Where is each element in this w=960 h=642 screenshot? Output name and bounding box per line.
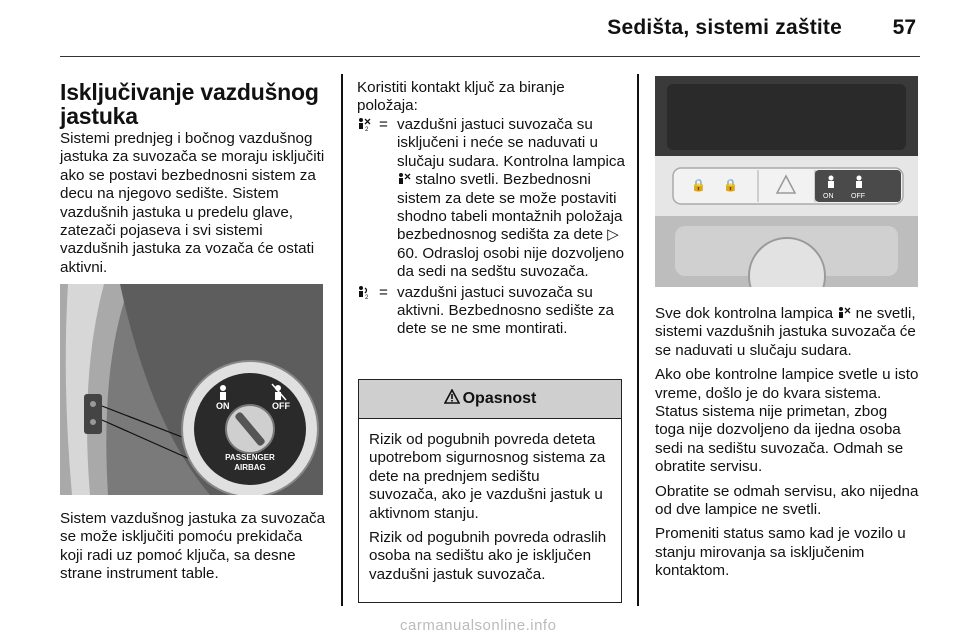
- danger-box: [358, 379, 622, 603]
- airbag-switch-photo: [60, 284, 323, 495]
- panel-off-label: OFF: [851, 193, 865, 200]
- panel-on-label: ON: [823, 193, 834, 200]
- page-header-title: Sedišta, sistemi zaštite: [607, 16, 842, 39]
- list-item: [357, 284, 627, 339]
- right-paragraph-4: Promeniti status samo kad je vozilo u stanju mirovanja sa isključenim kontaktom.: [655, 525, 906, 580]
- right-paragraph-1a: Sve dok kontrolna lampica: [655, 305, 834, 322]
- danger-header: [359, 380, 621, 419]
- list-item-eq: =: [379, 283, 388, 301]
- switch-passenger-label: PASSENGER: [225, 453, 275, 462]
- warning-triangle-icon: [444, 389, 460, 409]
- airbag-on-icon: [357, 284, 379, 339]
- svg-text:🔒: 🔒: [691, 178, 706, 192]
- left-column-lower: [60, 510, 328, 590]
- right-paragraph-1b: ne svetli, sistemi vazdušnih jastuka suvozača će se naduvati u slučaju sudara.: [655, 305, 916, 359]
- danger-paragraph-2: Rizik od pogubnih povreda odraslih osoba na sedištu ako je isključen vazdušni jastuk suvozača.: [369, 529, 607, 583]
- switch-airbag-label: AIRBAG: [234, 463, 266, 472]
- right-paragraph-2: Ako obe kontrolne lampice svetle u isto vreme, došlo je do kvara sistema. Status sistema nije primetan, zbog toga nije dozvoljeno da ijedna osoba sedi na sedištu suvozača. Odmah se obratite servisu.: [655, 366, 919, 476]
- header-rule: [60, 56, 920, 57]
- airbag-off-icon: [357, 116, 379, 282]
- column-divider-2: [637, 74, 639, 606]
- watermark: carmanualsonline.info: [400, 617, 557, 634]
- right-paragraph-1: [655, 305, 920, 360]
- airbag-off-icon: [397, 172, 411, 186]
- list-item-text-a: vazdušni jastuci suvozača su isključeni i neće se naduvati u slučaju sudara. Kontrolna lampica: [397, 116, 625, 170]
- svg-text:🔒: 🔒: [723, 178, 738, 192]
- list-item-text: [397, 116, 627, 282]
- list-item-text-b: stalno svetli. Bezbednosni sistem za dete se može postaviti shodno tabeli montažnih položaja bezbednosnog sedišta za dete: [397, 171, 623, 244]
- right-paragraph-3: Obratite se odmah servisu, ako nijedna od dve lampice ne svetli.: [655, 482, 919, 519]
- list-item-ref: 60. Odrasloj osobi nije dozvoljeno da sedi na sedštu suvozača.: [397, 244, 625, 281]
- left-paragraph-2: Sistem vazdušnog jastuka za suvozača se može isključiti pomoću prekidača koji radi uz pomoć ključa, sa desne strane instrument table.: [60, 510, 326, 583]
- left-column: [60, 80, 328, 283]
- danger-title: Opasnost: [462, 390, 537, 407]
- right-column: [655, 305, 920, 587]
- danger-paragraph-1: Rizik od pogubnih povreda deteta upotrebom sigurnosnog sistema za dete na prednjem sedištu suvozača, ako je vazdušni jastuk u aktivnom stanju.: [369, 431, 606, 522]
- section-heading: Isključivanje vazdušnog jastuka: [60, 79, 319, 129]
- cross-reference-icon: ▷: [607, 226, 619, 244]
- indicator-panel-photo: [655, 76, 918, 287]
- page-number: 57: [892, 16, 916, 39]
- airbag-off-icon: [837, 306, 851, 320]
- switch-off-label: OFF: [272, 401, 290, 411]
- list-item-text: vazdušni jastuci suvozača su aktivni. Bezbednosno sedište za dete se ne sme montirati.: [397, 283, 614, 338]
- svg-text:2: 2: [365, 294, 369, 299]
- middle-intro-text: Koristiti kontakt ključ za biranje položaja:: [357, 79, 565, 115]
- danger-body: [359, 419, 621, 584]
- list-item: [357, 116, 627, 282]
- svg-text:2: 2: [365, 127, 369, 131]
- left-paragraph-1: Sistemi prednjeg i bočnog vazdušnog jastuka za suvozača se moraju isključiti ako se postavi bezbednosni sistem za decu na njegovo sedište. Sistem vazdušnih jastuka u predelu glave, zatezači pojaseva i svi sistemi vazdušnih jastuka za vozača će ostati aktivni.: [60, 130, 325, 276]
- list-item-eq: =: [379, 116, 388, 133]
- column-divider-1: [341, 74, 343, 606]
- position-list: [357, 116, 627, 339]
- switch-on-label: ON: [216, 401, 230, 411]
